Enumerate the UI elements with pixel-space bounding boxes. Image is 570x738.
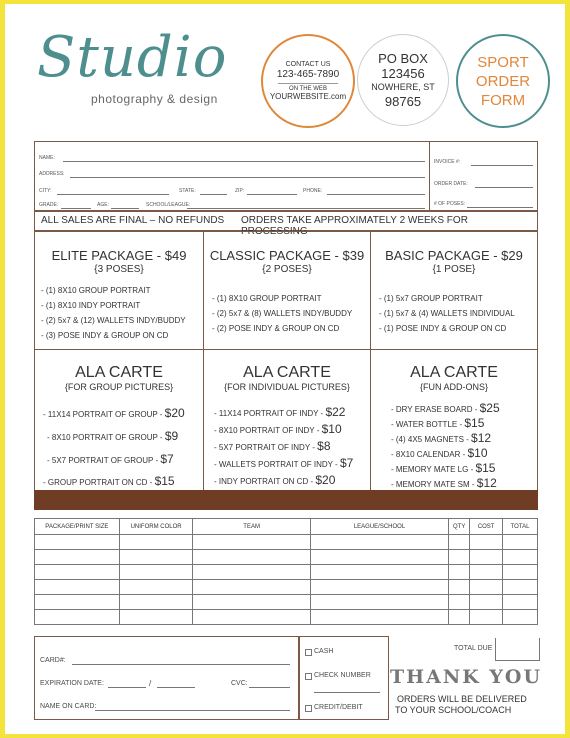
package-item: - (1) 8X10 GROUP PORTRAIT xyxy=(41,286,151,295)
order-cell[interactable] xyxy=(35,565,120,580)
order-cell[interactable] xyxy=(119,550,193,565)
logo-title: Studio xyxy=(37,25,228,90)
cvc-field[interactable] xyxy=(249,687,290,688)
expiration-year-field[interactable] xyxy=(157,687,195,688)
address-label: ADDRESS: xyxy=(39,171,65,177)
contact-phone: 123-465-7890 xyxy=(276,69,340,80)
credit-checkbox[interactable] xyxy=(305,705,312,712)
expiration-label: EXPIRATION DATE: xyxy=(40,680,104,687)
order-cell[interactable] xyxy=(470,565,503,580)
col-league: LEAGUE/SCHOOL xyxy=(310,519,448,535)
order-cell[interactable] xyxy=(470,595,503,610)
contact-website: YOURWEBSITE.com xyxy=(269,92,347,101)
ala-carte-item: - 8X10 CALENDAR - $10 xyxy=(391,446,488,460)
address-line1: PO BOX xyxy=(378,51,428,66)
name-field[interactable] xyxy=(63,161,425,162)
package-item: - (3) POSE INDY & GROUP ON CD xyxy=(41,331,169,340)
col-uniform: UNIFORM COLOR xyxy=(119,519,193,535)
ala-carte-sub: {FOR GROUP PICTURES} xyxy=(64,382,174,392)
age-label: AGE: xyxy=(97,202,109,208)
pricing-box xyxy=(34,231,538,492)
order-cell[interactable] xyxy=(310,595,448,610)
package-item: - (1) 5x7 GROUP PORTRAIT xyxy=(379,294,483,303)
order-cell[interactable] xyxy=(119,595,193,610)
order-cell[interactable] xyxy=(310,550,448,565)
order-cell[interactable] xyxy=(35,595,120,610)
order-cell[interactable] xyxy=(193,550,310,565)
name-on-card-field[interactable] xyxy=(95,710,290,711)
ala-carte-title: ALA CARTE xyxy=(243,364,331,381)
web-label: ON THE WEB xyxy=(289,86,327,92)
phone-field[interactable] xyxy=(327,194,425,195)
school-league-field[interactable] xyxy=(187,208,425,209)
order-row xyxy=(35,565,538,580)
check-label: CHECK NUMBER xyxy=(314,672,371,679)
delivery-line1: ORDERS WILL BE DELIVERED xyxy=(397,694,527,704)
order-cell[interactable] xyxy=(503,535,538,550)
order-cell[interactable] xyxy=(193,595,310,610)
total-due-field[interactable] xyxy=(495,638,540,661)
ala-carte-item: - MEMORY MATE LG - $15 xyxy=(391,461,496,475)
order-cell[interactable] xyxy=(35,580,120,595)
state-field[interactable] xyxy=(200,194,227,195)
ala-carte-add-ons xyxy=(371,350,537,491)
contact-label: CONTACT US xyxy=(285,61,331,68)
order-cell[interactable] xyxy=(470,535,503,550)
order-cell[interactable] xyxy=(503,595,538,610)
order-cell[interactable] xyxy=(193,580,310,595)
ala-carte-sub: {FUN ADD-ONS} xyxy=(419,382,488,392)
card-info-box xyxy=(34,636,299,720)
order-cell[interactable] xyxy=(35,550,120,565)
ala-carte-item: - 11X14 PORTRAIT OF INDY - $22 xyxy=(214,405,346,419)
grade-field[interactable] xyxy=(61,208,91,209)
basic-package xyxy=(371,232,537,349)
ala-carte-individual xyxy=(204,350,370,491)
address-line3: NOWHERE, ST xyxy=(371,82,435,92)
num-poses-label: # OF POSES: xyxy=(434,201,466,207)
num-poses-field[interactable] xyxy=(467,207,533,208)
ala-carte-item: - 5X7 PORTRAIT OF GROUP - $7 xyxy=(47,452,174,466)
address-circle xyxy=(357,34,449,126)
form-title-line3: FORM xyxy=(480,91,526,109)
package-item: - (2) POSE INDY & GROUP ON CD xyxy=(212,324,340,333)
order-cell[interactable] xyxy=(193,610,310,625)
order-cell[interactable] xyxy=(119,610,193,625)
order-cell[interactable] xyxy=(449,535,470,550)
cvc-label: CVC: xyxy=(231,680,248,687)
thank-you-text: THANK YOU xyxy=(390,666,543,688)
package-item: - (1) 5x7 & (4) WALLETS INDIVIDUAL xyxy=(379,309,515,318)
order-cell[interactable] xyxy=(449,595,470,610)
ala-carte-title: ALA CARTE xyxy=(75,364,163,381)
state-label: STATE: xyxy=(179,188,196,194)
order-row xyxy=(35,535,538,550)
order-cell[interactable] xyxy=(503,610,538,625)
order-cell[interactable] xyxy=(193,535,310,550)
order-date-field[interactable] xyxy=(475,187,533,188)
order-cell[interactable] xyxy=(449,610,470,625)
contact-circle xyxy=(261,34,355,128)
order-cell[interactable] xyxy=(503,565,538,580)
order-cell[interactable] xyxy=(503,580,538,595)
ala-carte-sub: {FOR INDIVIDUAL PICTURES} xyxy=(224,382,350,392)
city-field[interactable] xyxy=(57,194,169,195)
check-checkbox[interactable] xyxy=(305,673,312,680)
package-item: - (1) 8X10 GROUP PORTRAIT xyxy=(212,294,322,303)
order-row xyxy=(35,550,538,565)
package-title: ELITE PACKAGE - $49 xyxy=(51,248,187,263)
invoice-field[interactable] xyxy=(471,165,533,166)
name-label: NAME: xyxy=(39,155,55,161)
order-cell[interactable] xyxy=(193,565,310,580)
order-cell[interactable] xyxy=(35,610,120,625)
form-title-circle xyxy=(456,34,550,128)
zip-field[interactable] xyxy=(247,194,297,195)
credit-label: CREDIT/DEBIT xyxy=(314,704,363,711)
studio-logo xyxy=(37,26,252,106)
customer-info-box xyxy=(34,141,538,211)
order-cell[interactable] xyxy=(470,580,503,595)
order-cell[interactable] xyxy=(449,550,470,565)
order-cell[interactable] xyxy=(310,580,448,595)
order-row xyxy=(35,580,538,595)
ala-carte-item: - 8X10 PORTRAIT OF INDY - $10 xyxy=(214,422,342,436)
ala-carte-item: - GROUP PORTRAIT ON CD - $15 xyxy=(43,474,175,488)
order-cell[interactable] xyxy=(470,610,503,625)
cash-checkbox[interactable] xyxy=(305,649,312,656)
card-number-label: CARD#: xyxy=(40,657,66,664)
check-number-field[interactable] xyxy=(314,692,380,693)
order-cell[interactable] xyxy=(119,565,193,580)
invoice-label: INVOICE #: xyxy=(434,159,461,165)
package-poses: {3 POSES} xyxy=(94,264,144,275)
ala-carte-item: - 8X10 PORTRAIT OF GROUP - $9 xyxy=(47,429,179,443)
address-field[interactable] xyxy=(70,177,425,178)
order-cell[interactable] xyxy=(310,565,448,580)
payment-method-box xyxy=(299,636,389,720)
no-refunds-notice: ALL SALES ARE FINAL – NO REFUNDS xyxy=(41,215,225,226)
ala-carte-title: ALA CARTE xyxy=(410,364,498,381)
expiration-month-field[interactable] xyxy=(108,687,146,688)
order-cell[interactable] xyxy=(310,535,448,550)
package-item: - (1) 8X10 INDY PORTRAIT xyxy=(41,301,141,310)
classic-package xyxy=(204,232,370,349)
ala-carte-item: - 11X14 PORTRAIT OF GROUP - $20 xyxy=(43,406,185,420)
order-form-page xyxy=(5,4,565,734)
col-cost: COST xyxy=(470,519,503,535)
divider-bar xyxy=(34,490,538,510)
ala-carte-item: - (4) 4X5 MAGNETS - $12 xyxy=(391,431,492,445)
ala-carte-item: - WATER BOTTLE - $15 xyxy=(391,416,485,430)
grade-label: GRADE: xyxy=(39,202,59,208)
order-cell[interactable] xyxy=(35,535,120,550)
order-date-label: ORDER DATE: xyxy=(434,181,468,187)
city-label: CITY: xyxy=(39,188,52,194)
col-qty: QTY xyxy=(449,519,470,535)
logo-subtitle: photography & design xyxy=(91,92,218,106)
notice-bar xyxy=(34,211,538,237)
col-total: TOTAL xyxy=(503,519,538,535)
order-cell[interactable] xyxy=(119,580,193,595)
age-field[interactable] xyxy=(111,208,139,209)
total-due-label: TOTAL DUE xyxy=(454,645,493,652)
package-poses: {2 POSES} xyxy=(262,264,312,275)
package-item: - (1) POSE INDY & GROUP ON CD xyxy=(379,324,507,333)
cash-label: CASH xyxy=(314,648,334,655)
order-cell[interactable] xyxy=(449,580,470,595)
ala-carte-item: - INDY PORTRAIT ON CD - $20 xyxy=(214,473,336,487)
order-cell[interactable] xyxy=(449,565,470,580)
order-cell[interactable] xyxy=(503,550,538,565)
expiration-slash: / xyxy=(149,679,152,688)
ala-carte-group xyxy=(35,350,203,491)
package-title: BASIC PACKAGE - $29 xyxy=(385,248,523,263)
order-table xyxy=(34,518,538,625)
address-line2: 123456 xyxy=(381,66,425,81)
elite-package xyxy=(35,232,203,349)
card-number-field[interactable] xyxy=(72,664,290,665)
order-cell[interactable] xyxy=(119,535,193,550)
ala-carte-item: - 5X7 PORTRAIT OF INDY - $8 xyxy=(214,439,331,453)
package-item: - (2) 5x7 & (12) WALLETS INDY/BUDDY xyxy=(41,316,186,325)
order-cell[interactable] xyxy=(310,610,448,625)
order-cell[interactable] xyxy=(470,550,503,565)
order-row xyxy=(35,595,538,610)
zip-label: ZIP: xyxy=(235,188,245,194)
name-on-card-label: NAME ON CARD: xyxy=(40,703,97,710)
order-row xyxy=(35,610,538,625)
form-title-line1: SPORT xyxy=(477,53,529,71)
ala-carte-item: - WALLETS PORTRAIT OF INDY - $7 xyxy=(214,456,354,470)
package-item: - (2) 5x7 & (8) WALLETS INDY/BUDDY xyxy=(212,309,353,318)
ala-carte-item: - DRY ERASE BOARD - $25 xyxy=(391,401,500,415)
col-team: TEAM xyxy=(193,519,310,535)
col-package: PACKAGE/PRINT SIZE xyxy=(35,519,120,535)
school-league-label: SCHOOL/LEAGUE: xyxy=(146,202,191,208)
ala-carte-item: - MEMORY MATE SM - $12 xyxy=(391,476,497,490)
processing-notice: ORDERS TAKE APPROXIMATELY 2 WEEKS FOR PROCESSING xyxy=(241,215,468,237)
package-title: CLASSIC PACKAGE - $39 xyxy=(209,248,365,263)
form-title-line2: ORDER xyxy=(475,72,531,90)
delivery-line2: TO YOUR SCHOOL/COACH xyxy=(395,705,512,715)
package-poses: {1 POSE} xyxy=(432,264,476,275)
address-line4: 98765 xyxy=(384,94,422,109)
phone-label: PHONE: xyxy=(303,188,323,194)
